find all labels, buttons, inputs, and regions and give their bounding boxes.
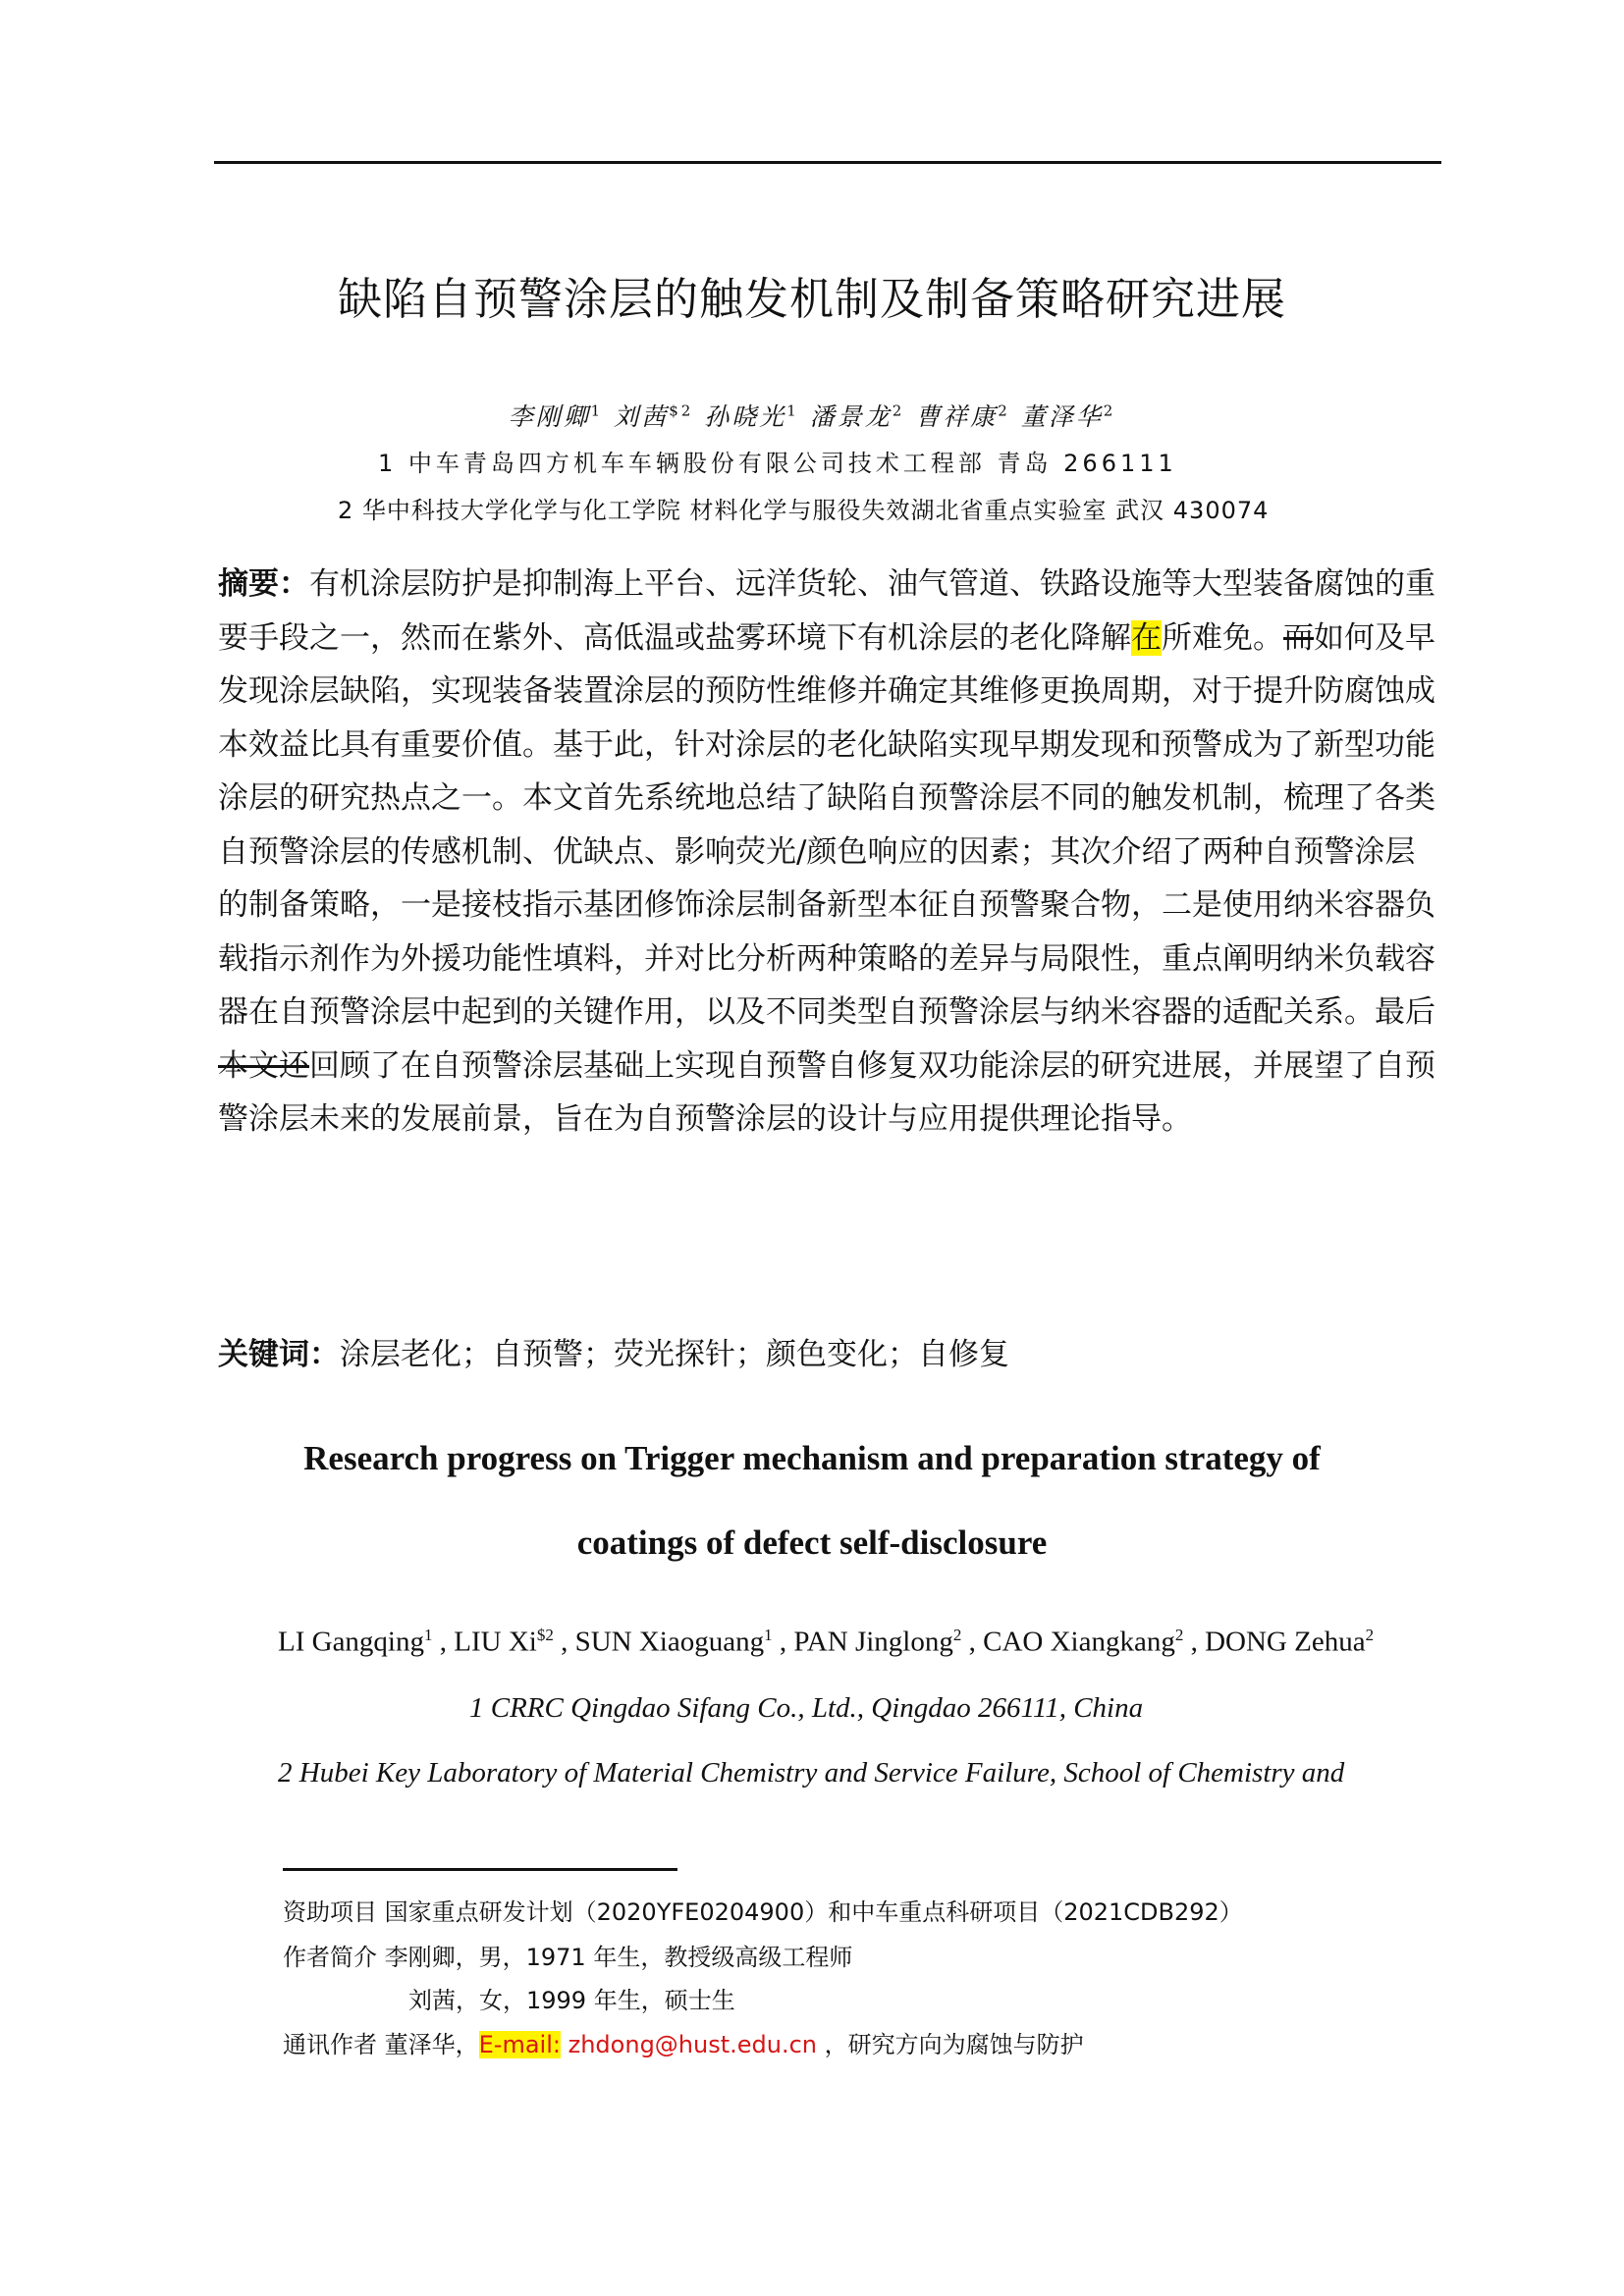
authors-english — [278, 1626, 1374, 1659]
author-separator: , — [772, 1626, 794, 1658]
highlighted-text: 在 — [1131, 619, 1162, 656]
abstract-text: 如何及早发现涂层缺陷，实现装备装置涂层的预防性维修并确定其维修更换周期，对于提升防腐蚀成本效益比具有重要价值。基于此，针对涂层的老化缺陷实现早期发现和预警成为了新型功能涂层的研究热点之一。本文首先系统地总结了缺陷自预警涂层不同的触发机制，梳理了各类自预警涂层的传感机制、优缺点、影响荧光/颜色响应的因素；其次介绍了两种自预警涂层的制备策略，一是接枝指示基团修饰涂层制备新型本征自预警聚合物，二是使用纳米容器负载指示剂作为外援功能性填料，并对比分析两种策略的差异与局限性，重点阐明纳米负载容器在自预警涂层中起到的关键作用，以及不同类型自预警涂层与纳米容器的适配关系。最后 — [218, 619, 1435, 1030]
email-label: E-mail: — [478, 2031, 561, 2058]
authors-chinese — [0, 398, 1624, 433]
author-en-sup: 1 — [764, 1626, 773, 1644]
author-cn-sup: 2 — [892, 401, 905, 420]
keywords — [218, 1329, 1009, 1373]
top-rule — [214, 161, 1441, 164]
footnote-bio-2: 刘茜，女，1999 年生，硕士生 — [408, 1987, 735, 2014]
author-separator: , — [961, 1626, 984, 1658]
author-separator: , — [432, 1626, 455, 1658]
title-chinese: 缺陷自预警涂层的触发机制及制备策略研究进展 — [337, 273, 1286, 325]
author-cn-sup: 2 — [1103, 401, 1116, 420]
author-cn-sup: 2 — [998, 401, 1010, 420]
footnote-bio-1: 作者简介 李刚卿，男，1971 年生，教授级高级工程师 — [283, 1944, 853, 1971]
corresponding-suffix: ，研究方向为腐蚀与防护 — [817, 2031, 1084, 2058]
author-en-sup: $2 — [536, 1626, 554, 1644]
affiliation-cn-1: 1 中车青岛四方机车车辆股份有限公司技术工程部 青岛 266111 — [378, 450, 1177, 477]
keywords-text: 涂层老化；自预警；荧光探针；颜色变化；自修复 — [340, 1337, 1009, 1372]
author-cn: 刘茜 — [614, 402, 670, 431]
affiliation-en-1: 1 CRRC Qingdao Sifang Co., Ltd., Qingdao 266111, China — [469, 1692, 1144, 1724]
footnote-funding: 资助项目 国家重点研发计划（2020YFE0204900）和中车重点科研项目（2021CDB292） — [283, 1898, 1243, 1926]
author-cn-sup: $2 — [669, 401, 694, 420]
author-separator: , — [1183, 1626, 1206, 1658]
footnote-rule — [283, 1868, 677, 1871]
footnote-corresponding — [283, 2025, 1084, 2059]
author-cn: 董泽华 — [1020, 402, 1104, 431]
author-en: DONG Zehua — [1205, 1626, 1366, 1658]
author-cn: 孙晓光 — [704, 402, 787, 431]
abstract-text: 有机涂层防护是抑制海上平台、远洋货轮、油气管道、铁路设施等大型装备腐蚀的重要手段之一，然而在紫外、高低温或盐雾环境下有机涂层的老化降解 — [218, 566, 1435, 656]
author-en: PAN Jinglong — [793, 1626, 953, 1658]
corresponding-prefix: 通讯作者 董泽华， — [283, 2031, 479, 2058]
deleted-text: 而 — [1283, 619, 1314, 656]
author-en-sup: 1 — [424, 1626, 433, 1644]
author-en: LIU Xi — [454, 1626, 537, 1658]
abstract-text: 回顾了在自预警涂层基础上实现自预警自修复双功能涂层的研究进展，并展望了自预警涂层未来的发展前景，旨在为自预警涂层的设计与应用提供理论指导。 — [218, 1047, 1435, 1137]
author-en: LI Gangqing — [278, 1626, 424, 1658]
title-english-line-2: coatings of defect self-disclosure — [576, 1523, 1048, 1562]
author-en-sup: 2 — [952, 1626, 962, 1644]
affiliation-en-2: 2 Hubei Key Laboratory of Material Chemistry and Service Failure, School of Chemistry and — [278, 1757, 1345, 1789]
author-separator: , — [553, 1626, 575, 1658]
deleted-text: 本文还 — [218, 1047, 309, 1084]
author-en: CAO Xiangkang — [983, 1626, 1175, 1658]
author-cn: 潘景龙 — [809, 402, 893, 431]
author-cn-sup: 1 — [590, 401, 604, 420]
author-en-sup: 2 — [1174, 1626, 1184, 1644]
title-english-line-1: Research progress on Trigger mechanism and preparation strategy of — [303, 1439, 1321, 1477]
abstract-paragraph — [218, 558, 1435, 1147]
affiliation-cn-2: 2 华中科技大学化学与化工学院 材料化学与服役失效湖北省重点实验室 武汉 430074 — [338, 497, 1270, 524]
author-cn-sup: 1 — [786, 401, 799, 420]
abstract-label: 摘要： — [218, 566, 309, 602]
author-cn: 曹祥康 — [915, 402, 999, 431]
keywords-label: 关键词： — [218, 1337, 340, 1372]
author-en: SUN Xiaoguang — [574, 1626, 765, 1658]
email-link[interactable]: zhdong@hust.edu.cn — [568, 2031, 818, 2058]
abstract-text: 所难免。 — [1162, 619, 1283, 656]
author-cn: 李刚卿 — [508, 402, 591, 431]
author-en-sup: 2 — [1365, 1626, 1375, 1644]
